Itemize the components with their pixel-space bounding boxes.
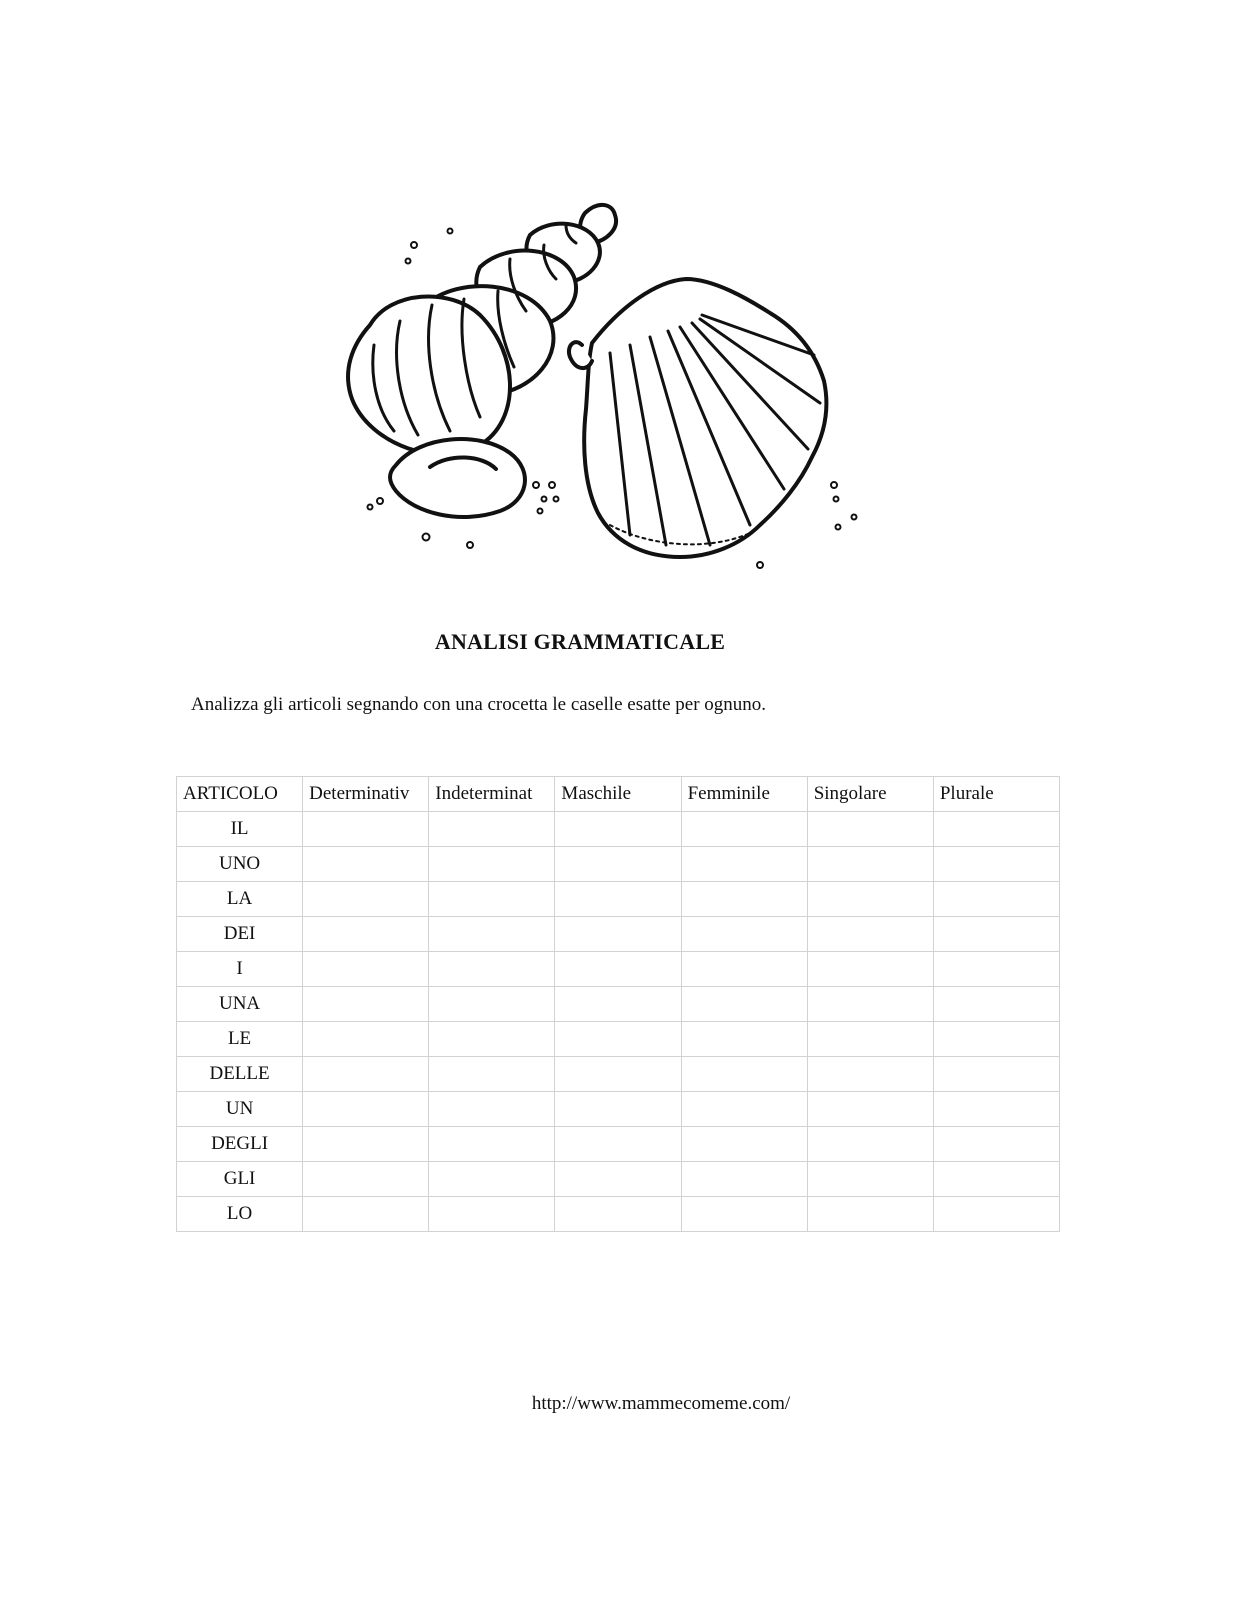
checkbox-cell-determinativo[interactable] bbox=[303, 1022, 429, 1057]
checkbox-cell-maschile[interactable] bbox=[555, 1092, 681, 1127]
checkbox-cell-plurale[interactable] bbox=[933, 1092, 1059, 1127]
checkbox-cell-indeterminativo[interactable] bbox=[429, 1127, 555, 1162]
article-cell: DEI bbox=[177, 917, 303, 952]
checkbox-cell-maschile[interactable] bbox=[555, 1057, 681, 1092]
checkbox-cell-plurale[interactable] bbox=[933, 1197, 1059, 1232]
header-determinativo: Determinativ bbox=[303, 777, 429, 812]
checkbox-cell-indeterminativo[interactable] bbox=[429, 952, 555, 987]
checkbox-cell-femminile[interactable] bbox=[681, 917, 807, 952]
article-cell: IL bbox=[177, 812, 303, 847]
article-cell: LA bbox=[177, 882, 303, 917]
article-cell: UNA bbox=[177, 987, 303, 1022]
checkbox-cell-plurale[interactable] bbox=[933, 882, 1059, 917]
checkbox-cell-plurale[interactable] bbox=[933, 1127, 1059, 1162]
checkbox-cell-plurale[interactable] bbox=[933, 1057, 1059, 1092]
article-cell: I bbox=[177, 952, 303, 987]
article-cell: LO bbox=[177, 1197, 303, 1232]
table-header-row bbox=[177, 777, 1060, 812]
table-row bbox=[177, 1092, 1060, 1127]
checkbox-cell-femminile[interactable] bbox=[681, 1197, 807, 1232]
checkbox-cell-singolare[interactable] bbox=[807, 952, 933, 987]
checkbox-cell-plurale[interactable] bbox=[933, 847, 1059, 882]
table-row bbox=[177, 847, 1060, 882]
checkbox-cell-femminile[interactable] bbox=[681, 1162, 807, 1197]
checkbox-cell-femminile[interactable] bbox=[681, 1022, 807, 1057]
article-cell: GLI bbox=[177, 1162, 303, 1197]
checkbox-cell-femminile[interactable] bbox=[681, 952, 807, 987]
checkbox-cell-determinativo[interactable] bbox=[303, 1092, 429, 1127]
checkbox-cell-femminile[interactable] bbox=[681, 987, 807, 1022]
table-row bbox=[177, 882, 1060, 917]
checkbox-cell-singolare[interactable] bbox=[807, 1127, 933, 1162]
checkbox-cell-maschile[interactable] bbox=[555, 882, 681, 917]
checkbox-cell-singolare[interactable] bbox=[807, 1057, 933, 1092]
checkbox-cell-singolare[interactable] bbox=[807, 812, 933, 847]
table-row bbox=[177, 987, 1060, 1022]
checkbox-cell-femminile[interactable] bbox=[681, 1057, 807, 1092]
article-cell: DEGLI bbox=[177, 1127, 303, 1162]
checkbox-cell-maschile[interactable] bbox=[555, 1022, 681, 1057]
checkbox-cell-indeterminativo[interactable] bbox=[429, 882, 555, 917]
checkbox-cell-maschile[interactable] bbox=[555, 812, 681, 847]
checkbox-cell-femminile[interactable] bbox=[681, 1127, 807, 1162]
checkbox-cell-plurale[interactable] bbox=[933, 987, 1059, 1022]
checkbox-cell-singolare[interactable] bbox=[807, 917, 933, 952]
header-indeterminativo: Indeterminat bbox=[429, 777, 555, 812]
checkbox-cell-maschile[interactable] bbox=[555, 1127, 681, 1162]
header-maschile: Maschile bbox=[555, 777, 681, 812]
article-cell: UN bbox=[177, 1092, 303, 1127]
checkbox-cell-plurale[interactable] bbox=[933, 812, 1059, 847]
checkbox-cell-indeterminativo[interactable] bbox=[429, 1022, 555, 1057]
checkbox-cell-determinativo[interactable] bbox=[303, 1127, 429, 1162]
checkbox-cell-determinativo[interactable] bbox=[303, 1197, 429, 1232]
instructions-text: Analizza gli articoli segnando con una crocetta le caselle esatte per ognuno. bbox=[191, 694, 767, 715]
footer-url: http://www.mammecomeme.com/ bbox=[531, 1393, 791, 1414]
checkbox-cell-indeterminativo[interactable] bbox=[429, 1092, 555, 1127]
checkbox-cell-maschile[interactable] bbox=[555, 847, 681, 882]
checkbox-cell-singolare[interactable] bbox=[807, 1022, 933, 1057]
header-singolare: Singolare bbox=[807, 777, 933, 812]
checkbox-cell-determinativo[interactable] bbox=[303, 812, 429, 847]
checkbox-cell-indeterminativo[interactable] bbox=[429, 1162, 555, 1197]
checkbox-cell-singolare[interactable] bbox=[807, 1162, 933, 1197]
checkbox-cell-indeterminativo[interactable] bbox=[429, 812, 555, 847]
checkbox-cell-indeterminativo[interactable] bbox=[429, 917, 555, 952]
checkbox-cell-plurale[interactable] bbox=[933, 917, 1059, 952]
checkbox-cell-maschile[interactable] bbox=[555, 952, 681, 987]
checkbox-cell-determinativo[interactable] bbox=[303, 847, 429, 882]
checkbox-cell-femminile[interactable] bbox=[681, 812, 807, 847]
checkbox-cell-determinativo[interactable] bbox=[303, 882, 429, 917]
checkbox-cell-indeterminativo[interactable] bbox=[429, 847, 555, 882]
checkbox-cell-determinativo[interactable] bbox=[303, 952, 429, 987]
checkbox-cell-indeterminativo[interactable] bbox=[429, 987, 555, 1022]
checkbox-cell-determinativo[interactable] bbox=[303, 1057, 429, 1092]
article-cell: UNO bbox=[177, 847, 303, 882]
table-row bbox=[177, 1127, 1060, 1162]
table-row bbox=[177, 1057, 1060, 1092]
articles-table bbox=[176, 776, 1060, 1232]
table-row bbox=[177, 917, 1060, 952]
checkbox-cell-plurale[interactable] bbox=[933, 952, 1059, 987]
article-cell: DELLE bbox=[177, 1057, 303, 1092]
checkbox-cell-singolare[interactable] bbox=[807, 987, 933, 1022]
checkbox-cell-maschile[interactable] bbox=[555, 987, 681, 1022]
checkbox-cell-maschile[interactable] bbox=[555, 917, 681, 952]
articles-table-body bbox=[177, 812, 1060, 1232]
page-title: ANALISI GRAMMATICALE bbox=[434, 629, 726, 654]
table-row bbox=[177, 1022, 1060, 1057]
header-articolo: ARTICOLO bbox=[177, 777, 303, 812]
checkbox-cell-femminile[interactable] bbox=[681, 847, 807, 882]
checkbox-cell-determinativo[interactable] bbox=[303, 987, 429, 1022]
checkbox-cell-singolare[interactable] bbox=[807, 1197, 933, 1232]
table-row bbox=[177, 1162, 1060, 1197]
article-cell: LE bbox=[177, 1022, 303, 1057]
checkbox-cell-singolare[interactable] bbox=[807, 1092, 933, 1127]
checkbox-cell-determinativo[interactable] bbox=[303, 917, 429, 952]
checkbox-cell-maschile[interactable] bbox=[555, 1162, 681, 1197]
checkbox-cell-determinativo[interactable] bbox=[303, 1162, 429, 1197]
checkbox-cell-femminile[interactable] bbox=[681, 882, 807, 917]
header-plurale: Plurale bbox=[933, 777, 1059, 812]
checkbox-cell-singolare[interactable] bbox=[807, 882, 933, 917]
checkbox-cell-plurale[interactable] bbox=[933, 1162, 1059, 1197]
checkbox-cell-indeterminativo[interactable] bbox=[429, 1197, 555, 1232]
checkbox-cell-plurale[interactable] bbox=[933, 1022, 1059, 1057]
seashells-illustration-icon bbox=[330, 195, 870, 585]
table-row bbox=[177, 952, 1060, 987]
checkbox-cell-indeterminativo[interactable] bbox=[429, 1057, 555, 1092]
checkbox-cell-femminile[interactable] bbox=[681, 1092, 807, 1127]
checkbox-cell-singolare[interactable] bbox=[807, 847, 933, 882]
checkbox-cell-maschile[interactable] bbox=[555, 1197, 681, 1232]
table-row bbox=[177, 812, 1060, 847]
table-row bbox=[177, 1197, 1060, 1232]
header-femminile: Femminile bbox=[681, 777, 807, 812]
